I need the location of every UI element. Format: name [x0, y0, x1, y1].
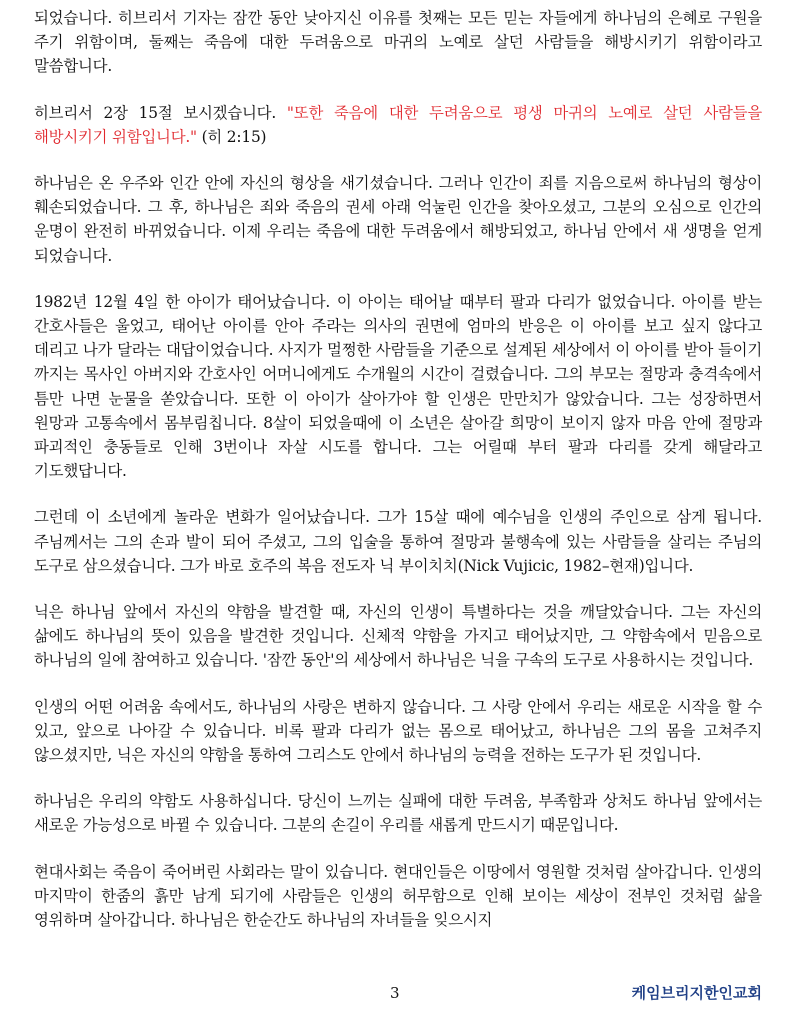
- paragraph-6: [34, 600, 762, 673]
- paragraph-5: [34, 505, 762, 578]
- paragraph-8-text: 하나님은 우리의 약함도 사용하십니다. 당신이 느끼는 실패에 대한 두려움, 부족함과 상처도 하나님 앞에서는 새로운 가능성으로 바뀔 수 있습니다. 그분의 손길이 우리를 새롭게 만드시기 때문입니다.: [34, 792, 762, 835]
- paragraph-6-text: 닉은 하나님 앞에서 자신의 약함을 발견할 때, 자신의 인생이 특별하다는 것을 깨달았습니다. 그는 자신의 삶에도 하나님의 뜻이 있음을 발견한 것입니다. 신체적 약함을 가지고 태어났지만, 그 약함속에서 믿음으로 하나님의 일에 참여하고 있습니다. '잠깐 동안'의 세상에서 하나님은 닉을 구속의 도구로 사용하시는 것입니다.: [34, 603, 762, 670]
- paragraph-7: [34, 695, 762, 768]
- paragraph-7-text: 인생의 어떤 어려움 속에서도, 하나님의 사랑은 변하지 않습니다. 그 사랑 안에서 우리는 새로운 시작을 할 수 있고, 앞으로 나아갈 수 있습니다. 비록 팔과 다리가 없는 몸으로 태어났고, 하나님은 그의 몸을 고쳐주지 않으셨지만, 닉은 자신의 약함을 통하여 그리스도 안에서 하나님의 능력을 전하는 도구가 된 것입니다.: [34, 697, 762, 765]
- paragraph-9: [34, 860, 762, 933]
- scripture-quote: "또한 죽음에 대한 두려움으로 평생 마귀의 노예로 살던 사람들을 해방시키기 위함입니다.": [34, 103, 762, 146]
- paragraph-3: [34, 171, 762, 268]
- scripture-intro-text: 히브리서 2장 15절 보시겠습니다.: [34, 103, 287, 122]
- paragraph-3-text: 하나님은 온 우주와 인간 안에 자신의 형상을 새기셨습니다. 그러나 인간이 죄를 지음으로써 하나님의 형상이 훼손되었습니다. 그 후, 하나님은 죄와 죽음의 권세 아래 억눌린 인간을 찾아오셨고, 그분의 오심으로 인간의 운명이 완전히 바뀌었습니다. 이제 우리는 죽음에 대한 두려움에서 해방되었고, 하나님 안에서 새 생명을 얻게 되었습니다.: [34, 174, 762, 265]
- paragraph-1: [34, 6, 762, 79]
- paragraph-5-text: 그런데 이 소년에게 놀라운 변화가 일어났습니다. 그가 15살 때에 예수님을 인생의 주인으로 삼게 됩니다. 주님께서는 그의 손과 발이 되어 주셨고, 그의 입술을 통하여 절망과 불행속에 있는 사람들을 살리는 주님의 도구로 삼으셨습니다. 그가 바로 호주의 복음 전도자 닉 부이치치(Nick Vujicic, 1982–현재)입니다.: [34, 508, 762, 575]
- paragraph-4: [34, 290, 762, 484]
- document-page: [34, 6, 762, 954]
- paragraph-4-text: 1982년 12월 4일 한 아이가 태어났습니다. 이 아이는 태어날 때부터 팔과 다리가 없었습니다. 아이를 받는 간호사들은 울었고, 태어난 아이를 안아 주라는 의사의 권면에 엄마의 반응은 이 아이를 보고 싶지 않다고 데리고 나가 달라는 대답이었습니다. 사지가 멀쩡한 사람들을 기준으로 설계된 세상에서 이 아이를 받아 들이기 까지는 목사인 아버지와 간호사인 어머니에게도 수개월의 시간이 걸렸습니다. 그의 부모는 절망과 충격속에서 틈만 나면 눈물을 쏟았습니다. 또한 이 아이가 살아가야 할 인생은 만만치가 않았습니다. 그는 성장하면서 원망과 고통속에서 몸부림칩니다. 8살이 되었을때에 이 소년은 살아갈 희망이 보이지 않자 마음 안에 절망과 파괴적인 충동들로 인해 3번이나 자살 시도를 합니다. 그는 어릴때 부터 팔과 다리를 갖게 해달라고 기도했답니다.: [34, 292, 762, 481]
- paragraph-8: [34, 789, 762, 837]
- paragraph-9-text: 현대사회는 죽음이 죽어버린 사회라는 말이 있습니다. 현대인들은 이땅에서 영원할 것처럼 살아갑니다. 인생의 마지막이 한줌의 흙만 남게 되기에 사람들은 인생의 허무함으로 인해 보이는 세상이 전부인 것처럼 삶을 영위하며 살아갑니다. 하나님은 한순간도 하나님의 자녀들을 잊으시지: [34, 862, 762, 930]
- scripture-reference: (히 2:15): [196, 127, 267, 146]
- paragraph-1-text: 되었습니다. 히브리서 기자는 잠깐 동안 낮아지신 이유를 첫째는 모든 믿는 자들에게 하나님의 은혜로 구원을 주기 위함이며, 둘째는 죽음에 대한 두려움으로 마귀의 노예로 살던 사람들을 해방시키기 위함이라고 말씀합니다.: [34, 9, 762, 76]
- page-number: 3: [390, 984, 400, 1002]
- church-name: 케임브리지한인교회: [631, 984, 762, 1002]
- paragraph-2-scripture: [34, 101, 762, 149]
